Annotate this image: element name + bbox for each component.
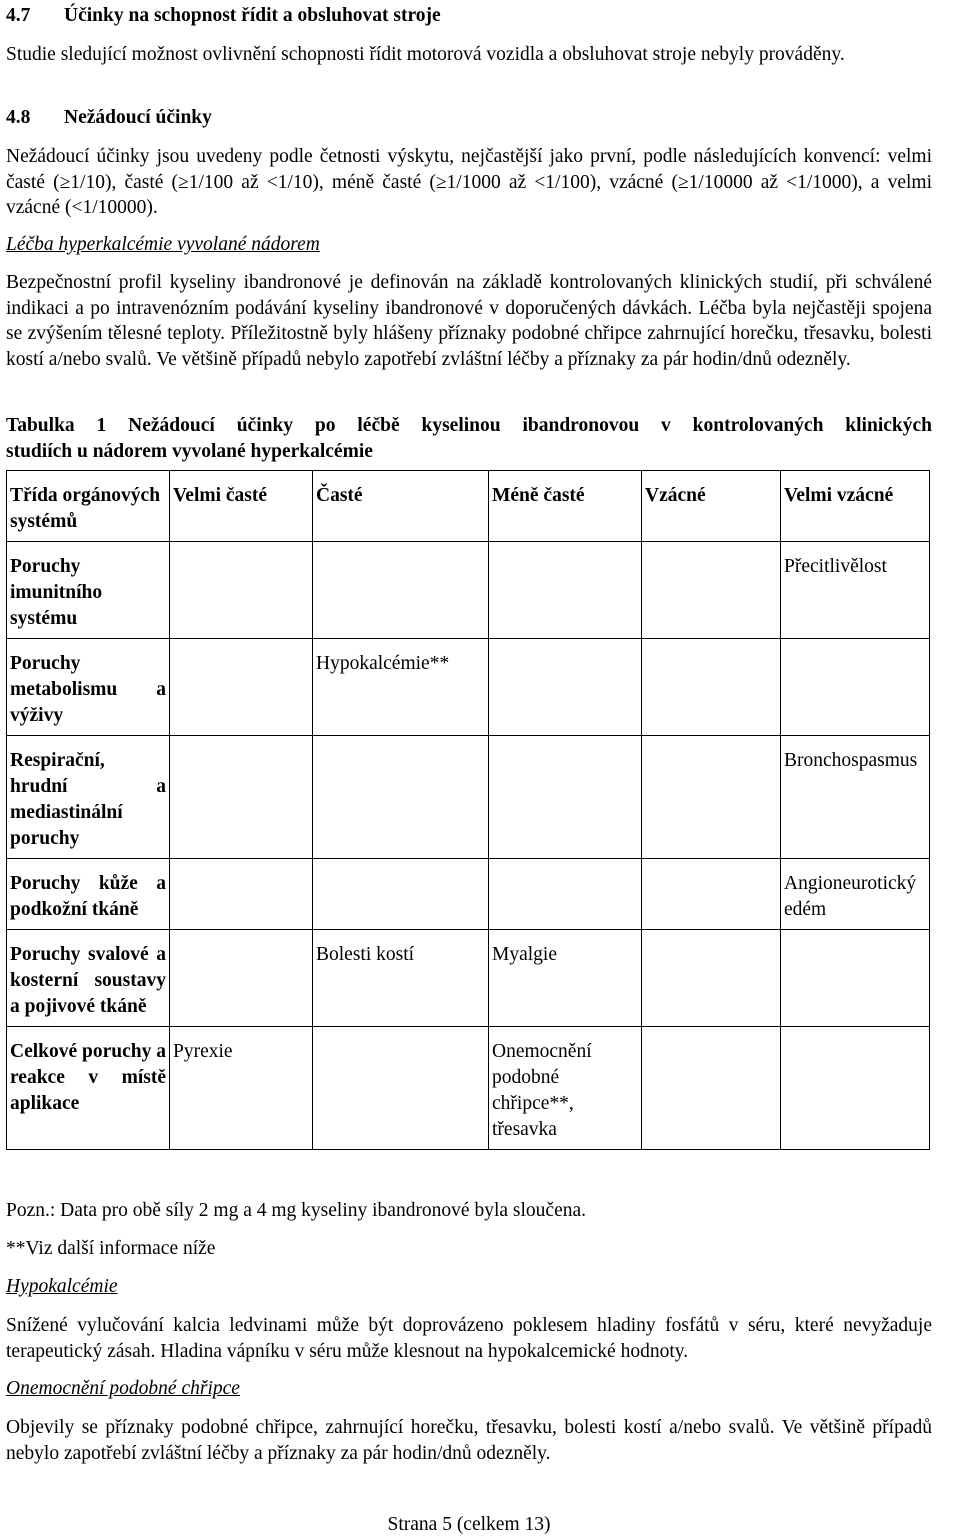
row-organ-class: Poruchy kůže a podkožní tkáně <box>7 859 170 930</box>
table-cell: Bolesti kostí <box>313 930 489 1027</box>
table-cell: Pyrexie <box>170 1027 313 1150</box>
header-cell: Velmi časté <box>170 471 313 542</box>
table-cell <box>642 736 781 859</box>
table-cell <box>313 542 489 639</box>
hypercalcemia-heading: Léčba hyperkalcémie vyvolané nádorem <box>6 234 320 255</box>
row-organ-class: Celkové poruchy a reakce v místě aplikace <box>7 1027 170 1150</box>
section-4-7-heading <box>6 4 441 28</box>
flu-like-heading: Onemocnění podobné chřipce <box>6 1378 240 1399</box>
table-cell <box>170 930 313 1027</box>
row-organ-class: Poruchy svalové a kosterní soustavy a pojivové tkáně <box>7 930 170 1027</box>
table-cell: Hypokalcémie** <box>313 639 489 736</box>
table-cell <box>489 639 642 736</box>
section-number: 4.7 <box>6 5 31 26</box>
table-cell: Bronchospasmus <box>781 736 930 859</box>
table-cell <box>781 1027 930 1150</box>
table-row <box>7 639 930 736</box>
table-cell <box>642 639 781 736</box>
section-4-8-text: Nežádoucí účinky jsou uvedeny podle četnosti výskytu, nejčastější jako první, podle následujících konvencí: velmi časté (≥1/10), časté (≥1/100 až <1/10), méně časté (≥1/1000 až <1/100), vzácné (≥1/10000 až <1/1000), a velmi vzácné (<1/10000). <box>6 146 932 218</box>
table-cell <box>642 1027 781 1150</box>
table-row <box>7 542 930 639</box>
header-cell: Vzácné <box>642 471 781 542</box>
table-cell: Myalgie <box>489 930 642 1027</box>
table-cell <box>642 542 781 639</box>
table-cell <box>489 736 642 859</box>
section-number: 4.8 <box>6 107 31 128</box>
hypocalcemia-heading: Hypokalcémie <box>6 1276 118 1297</box>
section-title: Účinky na schopnost řídit a obsluhovat stroje <box>64 5 441 26</box>
table-row <box>7 1027 930 1150</box>
hypocalcemia-text: Snížené vylučování kalcia ledvinami může být doprovázeno poklesem hladiny fosfátů v séru, které nevyžaduje terapeutický zásah. Hladina vápníku v séru může klesnout na hypokalcemické hodnoty. <box>6 1315 932 1362</box>
section-title: Nežádoucí účinky <box>64 107 212 128</box>
table-cell <box>489 859 642 930</box>
table-cell <box>170 859 313 930</box>
table-cell <box>781 639 930 736</box>
table-row <box>7 930 930 1027</box>
table-cell <box>170 542 313 639</box>
table-cell <box>489 542 642 639</box>
table-caption-line2: studiích u nádorem vyvolané hyperkalcémie <box>6 440 373 462</box>
header-cell: Velmi vzácné <box>781 471 930 542</box>
header-cell: Časté <box>313 471 489 542</box>
table-cell: Onemocnění podobné chřipce**, třesavka <box>489 1027 642 1150</box>
table-cell: Angioneurotický edém <box>781 859 930 930</box>
table-cell: Přecitlivělost <box>781 542 930 639</box>
hypercalcemia-text: Bezpečnostní profil kyseliny ibandronové je definován na základě kontrolovaných klinických studií, při schválené indikaci a po intravenózním podávání kyseliny ibandronové v doporučených dávkách. Léčba byla nejčastěji spojena se zvýšením tělesné teploty. Příležitostně byly hlášeny příznaky podobné chřipce zahrnující horečku, třesavku, bolesti kostí a/nebo svalů. Ve většině případů nebylo zapotřebí zvláštní léčby a příznaky za pár hodin/dnů odezněly. <box>6 272 932 370</box>
table-note: Pozn.: Data pro obě síly 2 mg a 4 mg kyseliny ibandronové byla sloučena. <box>6 1200 587 1221</box>
table-cell <box>170 639 313 736</box>
header-cell: Méně časté <box>489 471 642 542</box>
section-4-7-text: Studie sledující možnost ovlivnění schopnosti řídit motorová vozidla a obsluhovat stroje nebyly prováděny. <box>6 44 845 65</box>
table-cell <box>781 930 930 1027</box>
table-row <box>7 736 930 859</box>
header-cell: Třída orgánových systémů <box>7 471 170 542</box>
table-header-row <box>7 471 930 542</box>
flu-like-text: Objevily se příznaky podobné chřipce, zahrnující horečku, třesavku, bolesti kostí a/nebo svalů. Ve většině případů nebylo zapotřebí zvláštní léčby a příznaky za pár hodin/dnů odezněly. <box>6 1417 932 1464</box>
table-row <box>7 859 930 930</box>
page-footer: Strana 5 (celkem 13) <box>387 1514 551 1535</box>
table-caption-line1: Tabulka 1 Nežádoucí účinky po léčbě kyselinou ibandronovou v kontrolovaných klinických <box>6 415 932 436</box>
row-organ-class: Poruchy imunitního systému <box>7 542 170 639</box>
table-cell <box>313 736 489 859</box>
section-4-8-heading <box>6 106 212 130</box>
table-caption <box>6 413 932 464</box>
table-cell <box>642 859 781 930</box>
table-cell <box>313 1027 489 1150</box>
row-organ-class: Respirační, hrudní a mediastinální poruchy <box>7 736 170 859</box>
footnote-reference: **Viz další informace níže <box>6 1238 216 1259</box>
table-cell <box>642 930 781 1027</box>
table-cell <box>170 736 313 859</box>
table-cell <box>313 859 489 930</box>
adverse-effects-table <box>6 470 930 1150</box>
row-organ-class: Poruchy metabolismu a výživy <box>7 639 170 736</box>
